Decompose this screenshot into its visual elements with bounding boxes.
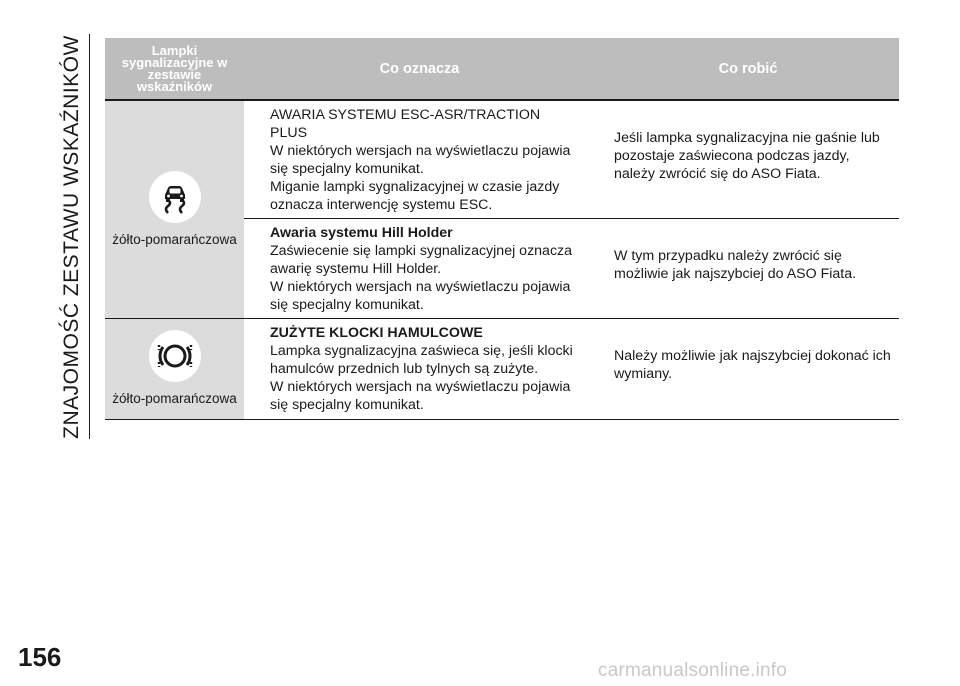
action-cell: W tym przypadku należy zwrócić się możliwie jak najszybciej do ASO Fiata. [597, 219, 899, 319]
table-header-row [105, 38, 899, 100]
side-rule [89, 34, 90, 439]
side-title [54, 34, 90, 439]
meaning-line: Lampka sygnalizacyjna zaświeca się, jeśli klocki hamulców przednich lub tylnych są zużyte. [270, 343, 573, 377]
header-gap [583, 38, 597, 100]
indicator-cell [105, 100, 244, 319]
esc-traction-skid-icon [149, 171, 201, 223]
page-number: 156 [18, 642, 62, 672]
meaning-cell [256, 219, 583, 319]
meaning-line: W niektórych wersjach na wyświetlaczu pojawia się specjalny komunikat. [270, 279, 571, 313]
meaning-title: Awaria systemu Hill Holder [270, 225, 453, 241]
header-lights: Lampki sygnalizacyjne w zestawie wskaźników [105, 38, 244, 100]
table-row [105, 100, 899, 219]
header-action: Co robić [597, 38, 899, 100]
meaning-title: ZUŻYTE KLOCKI HAMULCOWE [270, 325, 483, 341]
warning-lights-table [105, 38, 899, 420]
header-gap [244, 38, 256, 100]
meaning-line: Zaświecenie się lampki sygnalizacyjnej oznacza awarię systemu Hill Holder. [270, 243, 573, 277]
meaning-title: AWARIA SYSTEMU ESC-ASR/TRACTION PLUS [270, 107, 541, 141]
table-row [105, 319, 899, 420]
meaning-cell [256, 100, 583, 219]
side-title-text: ZNAJOMOŚĆ ZESTAWU WSKAŹNIKÓW [60, 34, 84, 439]
action-cell: Należy możliwie jak najszybciej dokonać ich wymiany. [597, 319, 899, 420]
indicator-color-label: żółto-pomarańczowa [112, 391, 237, 406]
meaning-line: Miganie lampki sygnalizacyjnej w czasie jazdy oznacza interwencję systemu ESC. [270, 179, 560, 213]
brake-pad-wear-icon [149, 330, 201, 382]
indicator-color-label: żółto-pomarańczowa [112, 231, 237, 247]
watermark: carmanualsonline.info [598, 660, 788, 681]
meaning-cell [256, 319, 583, 420]
meaning-line: W niektórych wersjach na wyświetlaczu pojawia się specjalny komunikat. [270, 143, 571, 177]
action-cell: Jeśli lampka sygnalizacyjna nie gaśnie lub pozostaje zaświecona podczas jazdy, należy zwrócić się do ASO Fiata. [597, 100, 899, 219]
meaning-line: W niektórych wersjach na wyświetlaczu pojawia się specjalny komunikat. [270, 379, 571, 413]
indicator-cell [105, 319, 244, 420]
header-meaning: Co oznacza [256, 38, 583, 100]
